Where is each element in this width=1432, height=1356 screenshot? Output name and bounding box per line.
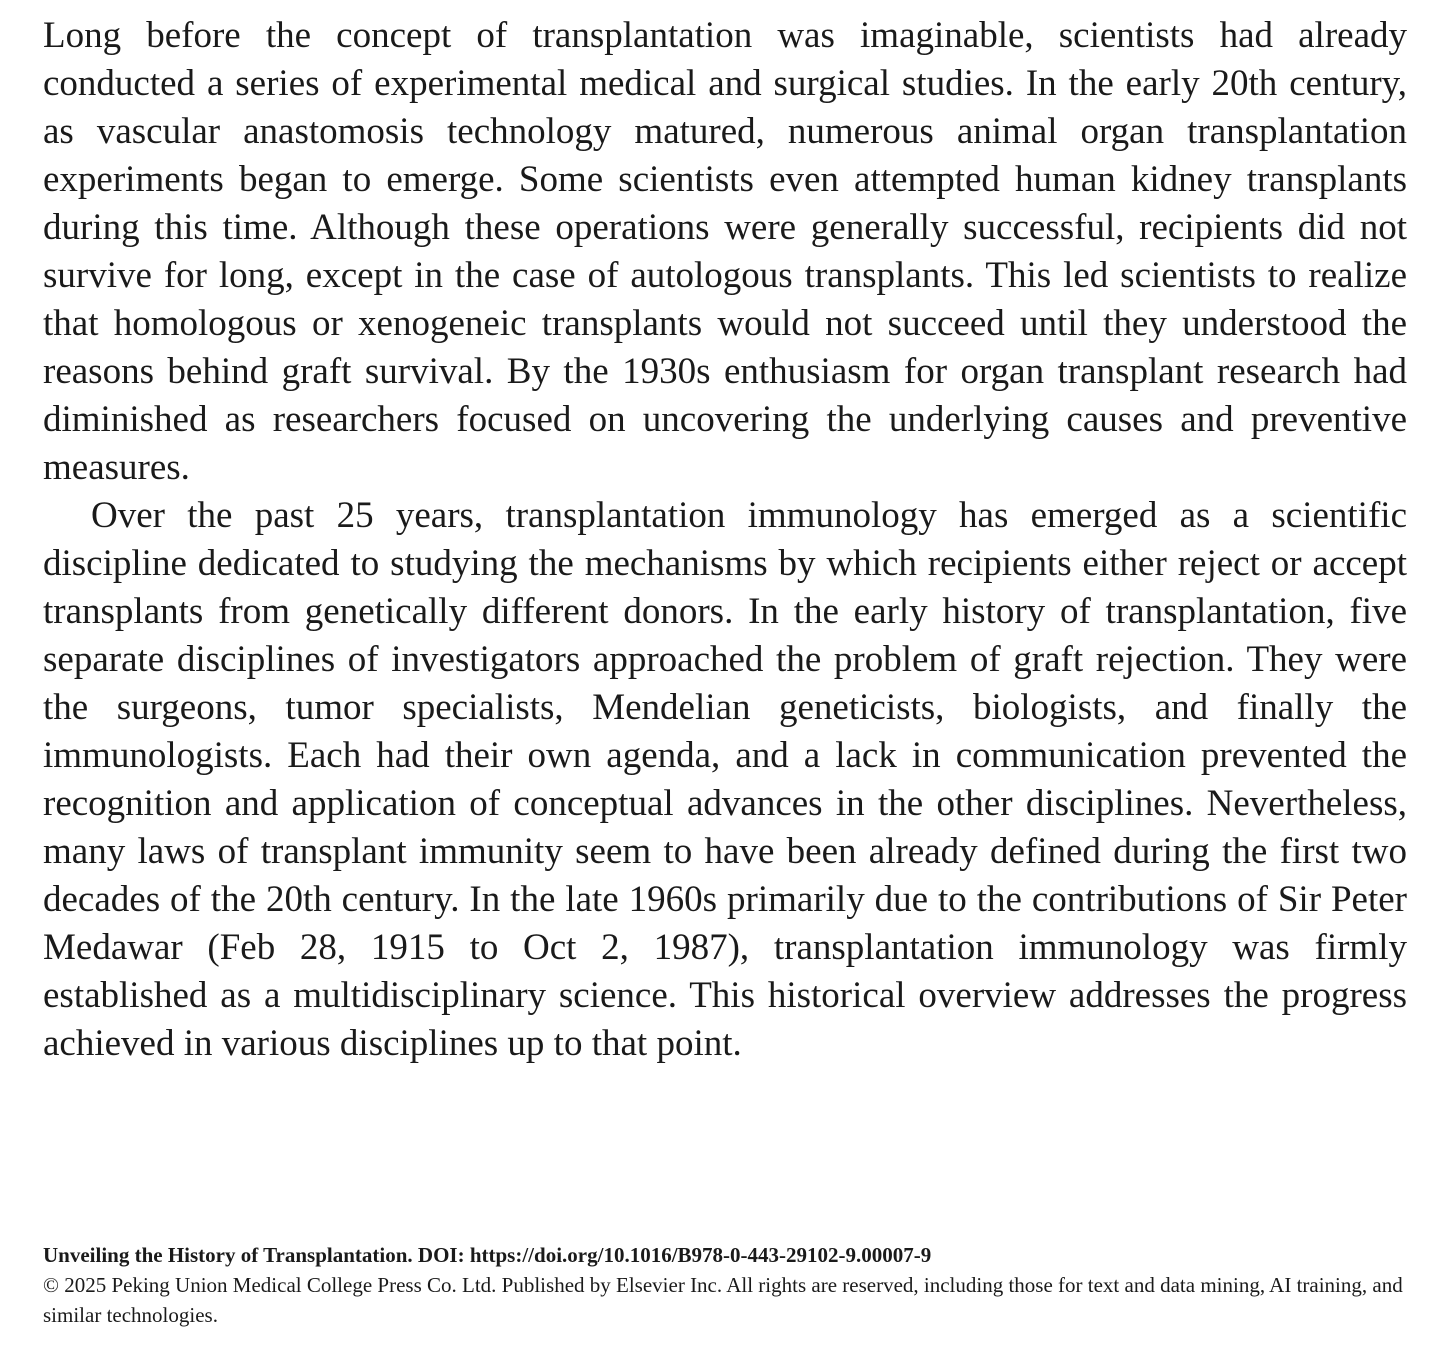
main-text	[43, 12, 1407, 1068]
paragraph-2: Over the past 25 years, transplantation immunology has emerged as a scientific discipline dedicated to studying the mechanisms by which recipients either reject or accept transplants from genetically different donors. In the early history of transplantation, five separate disciplines of investigators approached the problem of graft rejection. They were the surgeons, tumor specialists, Mendelian geneticists, biologists, and finally the immunologists. Each had their own agenda, and a lack in communication prevented the recognition and application of conceptual advances in the other disciplines. Nevertheless, many laws of transplant immunity seem to have been already defined during the first two decades of the 20th century. In the late 1960s primarily due to the contributions of Sir Peter Medawar (Feb 28, 1915 to Oct 2, 1987), transplantation immunology was firmly established as a multidisciplinary science. This historical overview addresses the progress achieved in various disciplines up to that point.	[43, 495, 1407, 1064]
paragraph-1: Long before the concept of transplantation was imaginable, scientists had already conducted a series of experimental medical and surgical studies. In the early 20th century, as vascular anastomosis technology matured, numerous animal organ transplantation experiments began to emerge. Some scientists even attempted human kidney transplants during this time. Although these operations were generally successful, recipients did not survive for long, except in the case of autologous transplants. This led scientists to realize that homologous or xenogeneic transplants would not succeed until they understood the reasons behind graft survival. By the 1930s enthusiasm for organ transplant research had diminished as researchers focused on uncovering the underlying causes and preventive measures.	[43, 15, 1407, 488]
copyright-notice: © 2025 Peking Union Medical College Press Co. Ltd. Published by Elsevier Inc. All rights are reserved, including those for text and data mining, AI training, and similar technologies.	[43, 1273, 1403, 1327]
page-footer	[43, 1240, 1407, 1330]
citation-doi: Unveiling the History of Transplantation. DOI: https://doi.org/10.1016/B978-0-443-29102-9.00007-9	[43, 1243, 932, 1267]
